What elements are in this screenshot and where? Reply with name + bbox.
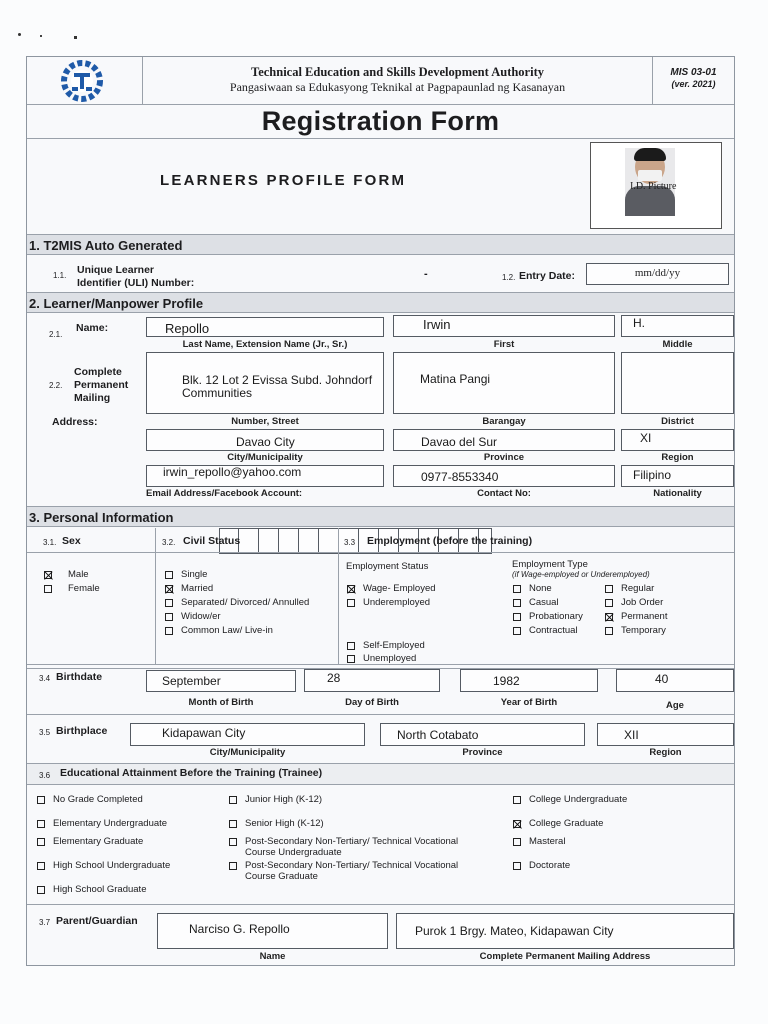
emp-option-self[interactable] bbox=[347, 640, 425, 651]
address-label-line4: Address: bbox=[52, 416, 98, 428]
edu-option-elem-grad[interactable] bbox=[37, 836, 143, 847]
senior-high-checkbox[interactable] bbox=[229, 820, 237, 828]
section-1-heading: 1. T2MIS Auto Generated bbox=[27, 234, 734, 255]
caption-nationality: Nationality bbox=[653, 488, 702, 499]
caption-last-name: Last Name, Extension Name (Jr., Sr.) bbox=[182, 339, 348, 350]
hs-undergrad-checkbox[interactable] bbox=[37, 862, 45, 870]
type-option-casual[interactable] bbox=[513, 597, 559, 608]
caption-day: Day of Birth bbox=[345, 697, 399, 708]
birthplace-label: Birthplace bbox=[56, 725, 108, 737]
education-label: Educational Attainment Before the Training (Trainee) bbox=[60, 767, 323, 779]
form-subtitle: LEARNERS PROFILE FORM bbox=[160, 172, 407, 189]
caption-age: Age bbox=[666, 700, 684, 711]
common-law-label: Common Law/ Live-in bbox=[181, 625, 273, 636]
birthplace-index: 3.5 bbox=[39, 728, 51, 737]
edu-option-hs-grad[interactable] bbox=[37, 884, 146, 895]
uli-number-index: 1.1. bbox=[53, 271, 67, 280]
caption-parent-name: Name bbox=[259, 951, 286, 962]
entry-date-value: mm/dd/yy bbox=[634, 267, 681, 279]
caption-city: City/Municipality bbox=[227, 452, 303, 463]
caption-year: Year of Birth bbox=[500, 697, 558, 708]
contact-value: 0977-8553340 bbox=[421, 470, 499, 484]
elem-undergrad-checkbox[interactable] bbox=[37, 820, 45, 828]
parent-name-value: Narciso G. Repollo bbox=[189, 922, 290, 936]
barangay-value: Matina Pangi bbox=[420, 372, 491, 386]
sex-option-female[interactable] bbox=[44, 583, 100, 594]
postsec-grad-label: Post-Secondary Non-Tertiary/ Technical Vocational bbox=[245, 860, 459, 871]
uli-label-line1: Unique Learner bbox=[77, 264, 155, 276]
edu-option-no-grade[interactable] bbox=[37, 794, 143, 805]
underemployed-checkbox[interactable] bbox=[347, 599, 355, 607]
regular-label: Regular bbox=[621, 583, 655, 594]
birthdate-label: Birthdate bbox=[56, 671, 103, 683]
address-label-line1: Complete bbox=[74, 366, 122, 378]
type-option-temporary[interactable] bbox=[605, 625, 666, 636]
edu-option-college-undergrad[interactable] bbox=[513, 794, 627, 805]
junior-high-checkbox[interactable] bbox=[229, 796, 237, 804]
wage-employed-label: Wage- Employed bbox=[363, 583, 436, 594]
name-index: 2.1. bbox=[49, 330, 63, 339]
employment-type-note: (if Wage-employed or Underemployed) bbox=[512, 570, 650, 579]
uli-input[interactable] bbox=[219, 264, 492, 290]
college-grad-label: College Graduate bbox=[529, 818, 604, 829]
separated-checkbox[interactable] bbox=[165, 599, 173, 607]
caption-barangay: Barangay bbox=[482, 416, 526, 427]
probationary-checkbox[interactable] bbox=[513, 613, 521, 621]
province-value: Davao del Sur bbox=[421, 435, 498, 449]
hs-grad-checkbox[interactable] bbox=[37, 886, 45, 894]
education-index: 3.6 bbox=[39, 771, 51, 780]
edu-option-hs-undergrad[interactable] bbox=[37, 860, 170, 871]
edu-option-elem-undergrad[interactable] bbox=[37, 818, 167, 829]
job-order-label: Job Order bbox=[621, 597, 664, 608]
birth-day-value: 28 bbox=[327, 671, 341, 685]
section-3-heading: 3. Personal Information bbox=[27, 506, 734, 527]
elem-grad-label: Elementary Graduate bbox=[53, 836, 144, 847]
single-label: Single bbox=[181, 569, 208, 580]
age-value: 40 bbox=[655, 672, 669, 686]
birth-year-field[interactable] bbox=[460, 669, 598, 692]
agency-name: Technical Education and Skills Development Authority bbox=[251, 65, 544, 79]
none-label: None bbox=[529, 583, 552, 594]
birthplace-province-value: North Cotabato bbox=[397, 728, 479, 742]
edu-option-postsec-grad[interactable] bbox=[229, 860, 458, 871]
married-checkbox[interactable] bbox=[165, 585, 173, 593]
street-value-line2: Communities bbox=[182, 386, 253, 400]
birth-year-value: 1982 bbox=[493, 674, 520, 688]
edu-option-masteral[interactable] bbox=[513, 836, 565, 847]
caption-region: Region bbox=[661, 452, 694, 463]
birthplace-region-value: XII bbox=[624, 728, 639, 742]
unemployed-label: Unemployed bbox=[363, 653, 417, 664]
form-title: Registration Form bbox=[261, 106, 500, 136]
postsec-undergrad-checkbox[interactable] bbox=[229, 838, 237, 846]
unemployed-checkbox[interactable] bbox=[347, 655, 355, 663]
caption-parent-address: Complete Permanent Mailing Address bbox=[479, 951, 651, 962]
postsec-undergrad-label: Post-Secondary Non-Tertiary/ Technical Vocational bbox=[245, 836, 459, 847]
type-option-job-order[interactable] bbox=[605, 597, 663, 608]
hs-grad-label: High School Graduate bbox=[53, 884, 147, 895]
probationary-label: Probationary bbox=[529, 611, 583, 622]
temporary-label: Temporary bbox=[621, 625, 666, 636]
casual-label: Casual bbox=[529, 597, 559, 608]
employment-label: Employment (before the training) bbox=[367, 535, 533, 547]
job-order-checkbox[interactable] bbox=[605, 599, 613, 607]
separated-label: Separated/ Divorced/ Annulled bbox=[181, 597, 310, 608]
hs-undergrad-label: High School Undergraduate bbox=[53, 860, 171, 871]
male-label: Male bbox=[68, 569, 89, 580]
postsec-grad-checkbox[interactable] bbox=[229, 862, 237, 870]
postsec-undergrad-label-line2: Course Undergraduate bbox=[245, 847, 342, 858]
none-checkbox[interactable] bbox=[513, 585, 521, 593]
id-picture-label: I.D. Picture bbox=[630, 181, 677, 192]
doctorate-checkbox[interactable] bbox=[513, 862, 521, 870]
district-field[interactable] bbox=[621, 352, 734, 414]
age-field[interactable] bbox=[616, 669, 734, 692]
caption-district: District bbox=[661, 416, 694, 427]
college-undergrad-checkbox[interactable] bbox=[513, 796, 521, 804]
no-grade-checkbox[interactable] bbox=[37, 796, 45, 804]
married-label: Married bbox=[181, 583, 214, 594]
address-label-line3: Mailing bbox=[74, 392, 111, 404]
caption-birthplace-city: City/Municipality bbox=[209, 747, 286, 758]
no-grade-label: No Grade Completed bbox=[53, 794, 143, 805]
civil-status-label: Civil Status bbox=[183, 535, 241, 547]
email-value: irwin_repollo@yahoo.com bbox=[163, 465, 302, 479]
postsec-grad-label-line2: Course Graduate bbox=[245, 871, 318, 882]
parent-label: Parent/Guardian bbox=[56, 915, 138, 927]
college-undergrad-label: College Undergraduate bbox=[529, 794, 628, 805]
female-label: Female bbox=[68, 583, 100, 594]
agency-name-filipino: Pangasiwaan sa Edukasyong Teknikal at Pagpapaunlad ng Kasanayan bbox=[229, 80, 566, 94]
civil-option-single[interactable] bbox=[165, 569, 207, 580]
entry-date-label: Entry Date: bbox=[519, 270, 576, 282]
civil-option-separated[interactable] bbox=[165, 597, 309, 608]
edu-option-junior-high[interactable] bbox=[229, 794, 322, 805]
address-index: 2.2. bbox=[49, 381, 63, 390]
self-employed-checkbox[interactable] bbox=[347, 642, 355, 650]
entry-date-index: 1.2. bbox=[502, 273, 516, 282]
region-value: XI bbox=[640, 431, 652, 445]
civil-index: 3.2. bbox=[162, 538, 176, 547]
casual-checkbox[interactable] bbox=[513, 599, 521, 607]
birth-month-value: September bbox=[162, 674, 221, 688]
caption-first-name: First bbox=[493, 339, 515, 350]
parent-address-value: Purok 1 Brgy. Mateo, Kidapawan City bbox=[415, 924, 614, 938]
city-value: Davao City bbox=[236, 435, 295, 449]
edu-option-doctorate[interactable] bbox=[513, 860, 570, 871]
sex-index: 3.1. bbox=[43, 538, 57, 547]
female-checkbox[interactable] bbox=[44, 585, 52, 593]
caption-province: Province bbox=[483, 452, 525, 463]
region-field[interactable] bbox=[621, 429, 734, 451]
wage-employed-checkbox[interactable] bbox=[347, 585, 355, 593]
caption-birthplace-province: Province bbox=[462, 747, 503, 758]
last-name-value: Repollo bbox=[165, 321, 210, 336]
single-checkbox[interactable] bbox=[165, 571, 173, 579]
caption-birthplace-region: Region bbox=[649, 747, 682, 758]
type-option-regular[interactable] bbox=[605, 583, 654, 594]
junior-high-label: Junior High (K-12) bbox=[245, 794, 323, 805]
senior-high-label: Senior High (K-12) bbox=[245, 818, 324, 829]
self-employed-label: Self-Employed bbox=[363, 640, 425, 651]
sex-label: Sex bbox=[62, 535, 81, 547]
type-option-permanent[interactable] bbox=[605, 611, 667, 622]
widow-checkbox[interactable] bbox=[165, 613, 173, 621]
employment-status-title: Employment Status bbox=[346, 561, 429, 572]
widow-label: Widow/er bbox=[181, 611, 221, 622]
doctorate-label: Doctorate bbox=[529, 860, 571, 871]
uli-dash: - bbox=[424, 268, 428, 280]
birth-day-field[interactable] bbox=[304, 669, 440, 692]
tesda-logo-icon bbox=[55, 59, 110, 103]
common-law-checkbox[interactable] bbox=[165, 627, 173, 635]
regular-checkbox[interactable] bbox=[605, 585, 613, 593]
emp-option-wage[interactable] bbox=[347, 583, 436, 594]
section-2-heading: 2. Learner/Manpower Profile bbox=[27, 292, 734, 313]
first-name-value: Irwin bbox=[423, 317, 451, 332]
birthdate-index: 3.4 bbox=[39, 674, 51, 683]
elem-grad-checkbox[interactable] bbox=[37, 838, 45, 846]
emp-option-underemployed[interactable] bbox=[347, 597, 430, 608]
contractual-label: Contractual bbox=[529, 625, 578, 636]
birthplace-city-value: Kidapawan City bbox=[162, 726, 246, 740]
employment-type-title: Employment Type bbox=[512, 559, 588, 570]
civil-option-married[interactable] bbox=[165, 583, 213, 594]
employment-index: 3.3 bbox=[344, 538, 356, 547]
caption-email: Email Address/Facebook Account: bbox=[146, 488, 303, 499]
temporary-checkbox[interactable] bbox=[605, 627, 613, 635]
elem-undergrad-label: Elementary Undergraduate bbox=[53, 818, 168, 829]
parent-index: 3.7 bbox=[39, 918, 51, 927]
civil-option-common-law[interactable] bbox=[165, 625, 273, 636]
address-label-line2: Permanent bbox=[74, 379, 129, 391]
caption-street: Number, Street bbox=[231, 416, 299, 427]
type-option-none[interactable] bbox=[513, 583, 552, 594]
masteral-checkbox[interactable] bbox=[513, 838, 521, 846]
emp-option-unemployed[interactable] bbox=[347, 653, 416, 664]
middle-name-value: H. bbox=[633, 316, 645, 330]
nationality-value: Filipino bbox=[633, 468, 672, 482]
caption-month: Month of Birth bbox=[188, 697, 254, 708]
type-option-contractual[interactable] bbox=[513, 625, 578, 636]
underemployed-label: Underemployed bbox=[363, 597, 431, 608]
caption-contact: Contact No: bbox=[477, 488, 531, 499]
edu-option-senior-high[interactable] bbox=[229, 818, 324, 829]
name-label: Name: bbox=[76, 322, 109, 334]
type-option-probationary[interactable] bbox=[513, 611, 583, 622]
masteral-label: Masteral bbox=[529, 836, 566, 847]
edu-option-postsec-undergrad[interactable] bbox=[229, 836, 458, 847]
uli-label-line2: Identifier (ULI) Number: bbox=[77, 277, 195, 289]
birthplace-region-field[interactable] bbox=[597, 723, 734, 746]
form-version: (ver. 2021) bbox=[671, 79, 716, 89]
caption-middle-name: Middle bbox=[662, 339, 693, 350]
street-value: Blk. 12 Lot 2 Evissa Subd. Johndorf bbox=[182, 373, 373, 387]
male-checkbox[interactable] bbox=[44, 571, 52, 579]
form-code: MIS 03-01 bbox=[670, 67, 717, 78]
college-grad-checkbox[interactable] bbox=[513, 820, 521, 828]
sex-option-male[interactable] bbox=[44, 569, 89, 580]
permanent-label: Permanent bbox=[621, 611, 668, 622]
civil-option-widow[interactable] bbox=[165, 611, 221, 622]
permanent-checkbox[interactable] bbox=[605, 613, 613, 621]
edu-option-college-grad[interactable] bbox=[513, 818, 603, 829]
contractual-checkbox[interactable] bbox=[513, 627, 521, 635]
